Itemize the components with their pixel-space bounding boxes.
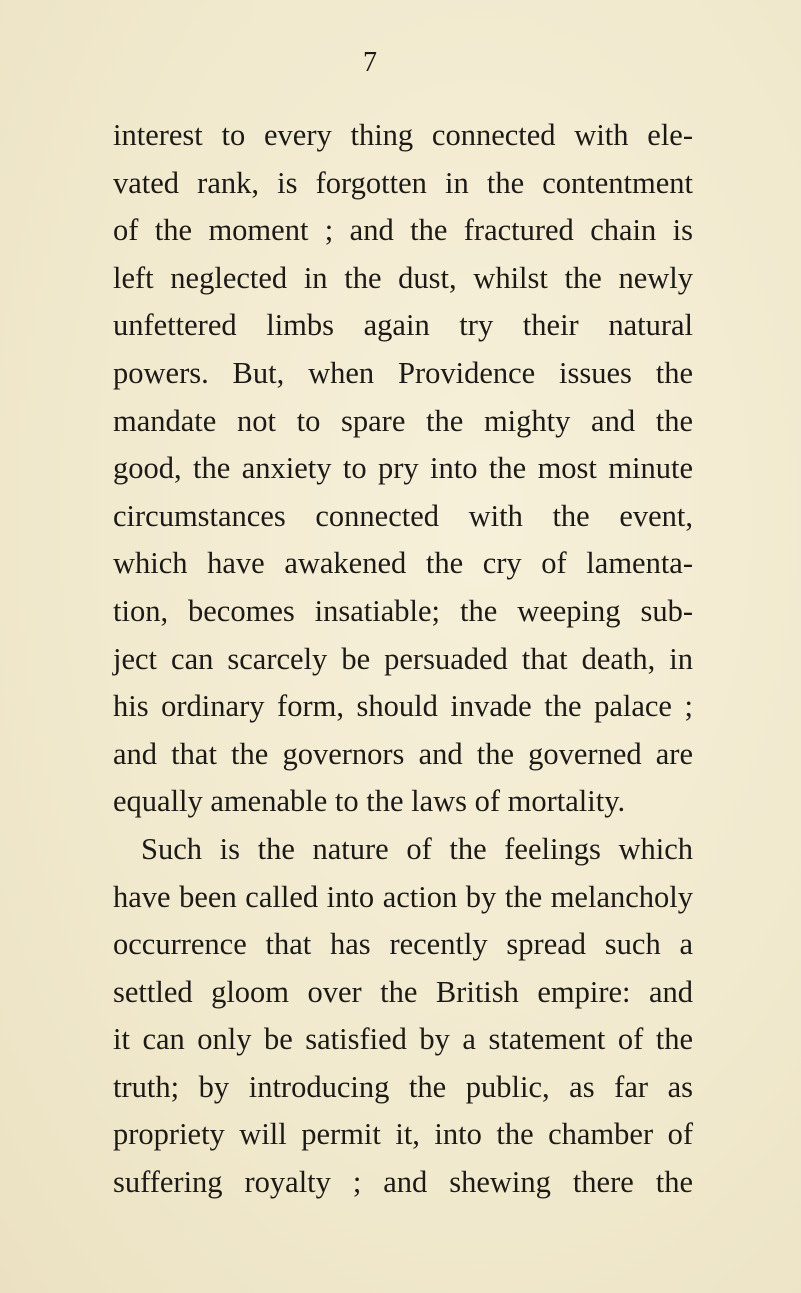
text-line: settled gloom over the British empire: and <box>113 974 693 1009</box>
text-line: left neglected in the dust, whilst the newly <box>113 260 693 295</box>
text-line: and that the governors and the governed are <box>113 736 693 771</box>
paragraph-start-line: Such is the nature of the feelings which <box>141 831 693 866</box>
text-line: powers. But, when Providence issues the <box>113 355 693 390</box>
text-line: propriety will permit it, into the chamber of <box>113 1117 693 1152</box>
text-line: suffering royalty ; and shewing there the <box>113 1165 693 1200</box>
text-line: which have awakened the cry of lamenta- <box>113 546 693 581</box>
text-line: unfettered limbs again try their natural <box>113 308 693 343</box>
text-line: circumstances connected with the event, <box>113 498 693 533</box>
text-line: interest to every thing connected with ele- <box>113 118 693 152</box>
text-line: truth; by introducing the public, as far as <box>113 1069 693 1104</box>
text-line: it can only be satisfied by a statement of the <box>113 1022 693 1057</box>
body-text <box>113 112 693 1207</box>
text-line: good, the anxiety to pry into the most minute <box>113 451 693 486</box>
text-line: have been called into action by the melancholy <box>113 879 693 914</box>
text-line: vated rank, is forgotten in the contentment <box>113 165 693 200</box>
text-line: his ordinary form, should invade the palace ; <box>113 689 693 724</box>
paragraph-end-line: equally amenable to the laws of mortality. <box>113 784 626 819</box>
text-line: of the moment ; and the fractured chain is <box>113 213 693 248</box>
page-number: 7 <box>363 47 377 78</box>
text-line: ject can scarcely be persuaded that death, in <box>113 641 693 676</box>
text-line: tion, becomes insatiable; the weeping sub- <box>113 593 693 628</box>
text-line: occurrence that has recently spread such a <box>113 927 693 962</box>
text-line: mandate not to spare the mighty and the <box>113 403 693 438</box>
